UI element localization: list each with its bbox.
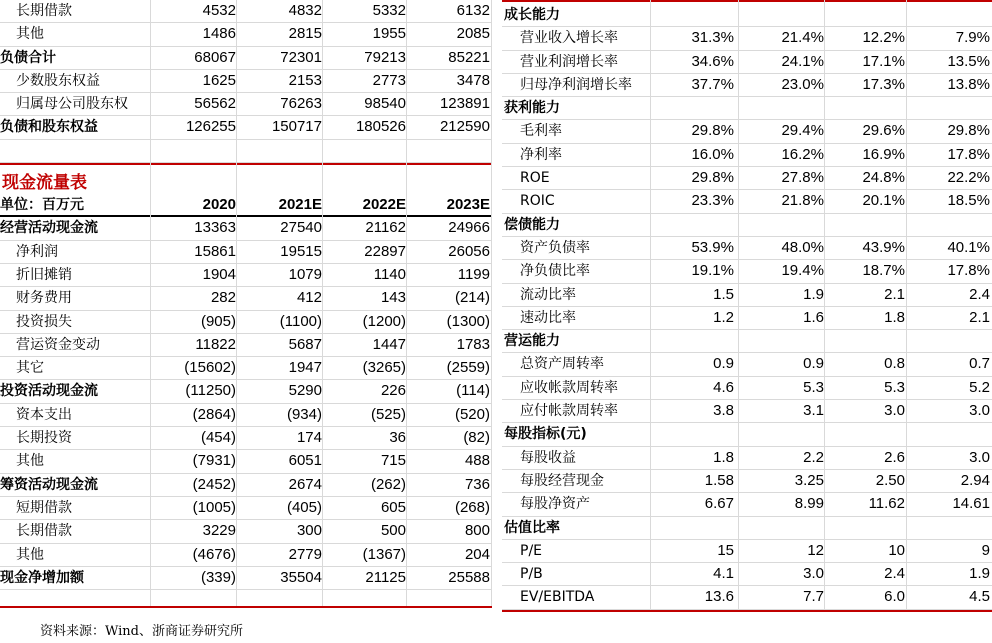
row-value: 6132: [456, 2, 490, 19]
balance-sheet-tail: [0, 0, 492, 140]
column-divider: [650, 0, 651, 610]
table-row: [502, 120, 992, 143]
row-value: 2674: [288, 475, 322, 493]
row-value: 13.6: [704, 588, 734, 606]
row-value: 123891: [439, 95, 490, 113]
table-row: [0, 404, 492, 427]
row-value: (2452): [192, 475, 236, 493]
row-label: ROE: [520, 170, 550, 187]
row-value: 85221: [448, 48, 490, 66]
table-row: [0, 334, 492, 357]
row-value: 21.8%: [781, 192, 824, 210]
row-value: 1955: [372, 25, 406, 43]
row-value: 126255: [185, 118, 236, 136]
row-value: (405): [286, 498, 322, 516]
row-value: 22.2%: [947, 169, 990, 187]
row-value: 180526: [355, 118, 406, 136]
row-value: 1.9: [803, 285, 824, 303]
ratio-rows: [502, 0, 992, 610]
row-value: 17.1%: [862, 52, 905, 70]
table-row: [0, 357, 492, 380]
table-row: [502, 447, 992, 470]
row-label: 应付帐款周转率: [520, 403, 618, 420]
row-value: 1.2: [713, 308, 734, 326]
row-value: 2.1: [969, 308, 990, 326]
row-value: 72301: [280, 48, 322, 66]
cashflow-title: 现金流量表: [2, 173, 87, 194]
row-label: 估值比率: [504, 519, 560, 536]
row-value: (1367): [362, 545, 406, 563]
row-label: 长期投资: [16, 430, 72, 447]
row-value: 24.1%: [781, 52, 824, 70]
row-value: 0.8: [884, 355, 905, 373]
table-row: [0, 380, 492, 403]
row-value: 1199: [457, 265, 490, 283]
column-divider: [906, 0, 907, 610]
row-value: 226: [380, 382, 406, 400]
row-value: 26056: [448, 242, 490, 260]
row-label: 营运资金变动: [16, 336, 100, 353]
row-value: 1947: [288, 359, 322, 377]
row-value: 6051: [288, 452, 322, 470]
row-label: 营运能力: [504, 333, 560, 350]
row-value: 6.0: [884, 588, 905, 606]
row-value: 56562: [194, 95, 236, 113]
row-label: 净利润: [16, 243, 58, 260]
row-value: 3.1: [803, 402, 824, 420]
cashflow-rows: [0, 217, 492, 590]
row-label: 归母净利润增长率: [520, 76, 632, 93]
row-value: 20.1%: [862, 192, 905, 210]
row-value: 19.4%: [781, 262, 824, 280]
table-row: [502, 517, 992, 540]
row-value: 23.0%: [781, 75, 824, 93]
row-value: 3.0: [969, 448, 990, 466]
row-value: 500: [380, 522, 406, 540]
row-value: 10: [888, 541, 905, 559]
row-value: 43.9%: [862, 238, 905, 256]
row-value: 2773: [372, 71, 406, 89]
row-label: 其它: [16, 360, 44, 377]
row-value: 1.8: [884, 308, 905, 326]
row-label: EV/EBITDA: [520, 589, 595, 606]
row-value: 6.67: [704, 495, 734, 513]
row-value: 0.7: [969, 355, 990, 373]
row-value: (1005): [192, 498, 236, 516]
row-value: 98540: [364, 95, 406, 113]
row-value: 14.61: [952, 495, 990, 513]
table-row: [0, 497, 492, 520]
table-row: [502, 330, 992, 353]
table-bottom-line: [0, 606, 492, 608]
row-value: 715: [380, 452, 406, 470]
row-value: 16.9%: [862, 145, 905, 163]
row-label: 负债合计: [0, 49, 56, 66]
row-value: 736: [464, 475, 490, 493]
column-divider: [738, 0, 739, 610]
table-row: [0, 93, 492, 116]
table-row: [502, 144, 992, 167]
row-label: 流动比率: [520, 286, 576, 303]
row-value: (1100): [279, 312, 322, 330]
row-value: (2559): [446, 359, 490, 377]
row-value: (905): [200, 312, 236, 330]
row-label: 现金净增加额: [0, 569, 84, 586]
table-row: [0, 116, 492, 139]
row-label: 偿债能力: [504, 216, 560, 233]
row-value: 1.6: [803, 308, 824, 326]
row-value: 21.4%: [781, 29, 824, 47]
row-value: (15602): [184, 359, 236, 377]
row-label: 长期借款: [16, 523, 72, 540]
row-value: 2153: [288, 71, 322, 89]
row-label: 每股经营现金: [520, 472, 604, 489]
row-value: 12: [807, 541, 824, 559]
row-value: 800: [464, 522, 490, 540]
table-row: [0, 567, 492, 590]
row-label: 总资产周转率: [520, 356, 604, 373]
column-divider: [491, 0, 492, 606]
row-value: 3.25: [794, 471, 824, 489]
right-panel: [502, 0, 992, 610]
table-row: [0, 0, 492, 23]
table-row: [0, 241, 492, 264]
row-value: 4.5: [969, 588, 990, 606]
row-value: 29.8%: [691, 169, 734, 187]
table-row: [502, 400, 992, 423]
row-value: 19.1%: [691, 262, 734, 280]
row-value: 24966: [448, 219, 490, 237]
row-value: 2815: [288, 25, 322, 43]
row-value: 3.0: [884, 402, 905, 420]
row-value: (82): [463, 429, 490, 447]
table-row: [502, 4, 992, 27]
row-value: 143: [380, 289, 406, 307]
row-value: (3265): [362, 359, 406, 377]
row-label: 其他: [16, 546, 44, 563]
table-row: [502, 586, 992, 609]
table-row: [502, 190, 992, 213]
row-value: 34.6%: [691, 52, 734, 70]
row-value: 37.7%: [691, 75, 734, 93]
row-value: (525): [370, 405, 406, 423]
row-value: 605: [380, 498, 406, 516]
row-label: 经营活动现金流: [0, 220, 98, 237]
left-panel: [0, 0, 492, 590]
row-label: 毛利率: [520, 123, 562, 140]
row-label: 应收帐款周转率: [520, 379, 618, 396]
table-row: [0, 474, 492, 497]
row-value: 5.3: [884, 378, 905, 396]
row-value: 11822: [195, 335, 236, 353]
row-value: 3229: [202, 522, 236, 540]
row-label: 筹资活动现金流: [0, 476, 98, 493]
row-value: 488: [464, 452, 490, 470]
unit-label: 单位：百万元: [0, 197, 84, 214]
row-value: 16.2%: [781, 145, 824, 163]
row-value: 1.5: [713, 285, 734, 303]
row-value: (339): [200, 568, 236, 586]
row-value: 9: [981, 541, 990, 559]
row-value: 150717: [271, 118, 322, 136]
table-row: [502, 74, 992, 97]
row-value: 3478: [456, 71, 490, 89]
row-value: 5.3: [803, 378, 824, 396]
row-value: 2779: [288, 545, 322, 563]
row-value: 17.8%: [947, 262, 990, 280]
row-value: 15: [717, 541, 734, 559]
section-divider: [0, 163, 492, 165]
row-label: 少数股东权益: [16, 72, 100, 89]
row-value: 29.8%: [947, 122, 990, 140]
row-label: 投资活动现金流: [0, 383, 98, 400]
row-value: 12.2%: [862, 29, 905, 47]
row-value: 13.8%: [947, 75, 990, 93]
row-value: 3.0: [969, 402, 990, 420]
row-value: (262): [370, 475, 406, 493]
table-row: [0, 520, 492, 543]
column-divider: [406, 0, 407, 606]
row-value: 25588: [448, 568, 490, 586]
row-value: 1783: [456, 335, 490, 353]
row-value: 5687: [288, 335, 322, 353]
row-value: 24.8%: [862, 169, 905, 187]
row-value: 7.7: [803, 588, 824, 606]
table-row: [502, 423, 992, 446]
row-label: 其他: [16, 26, 44, 43]
row-label: 归属母公司股东权: [16, 96, 128, 113]
cashflow-title-row: [0, 163, 492, 194]
row-value: 29.6%: [862, 122, 905, 140]
row-value: 23.3%: [691, 192, 734, 210]
row-value: 8.99: [794, 495, 824, 513]
row-label: 每股收益: [520, 449, 576, 466]
table-row: [502, 27, 992, 50]
table-row: [502, 51, 992, 74]
row-value: 0.9: [803, 355, 824, 373]
row-value: (2864): [192, 405, 236, 423]
row-value: 17.8%: [947, 145, 990, 163]
year-header: 2023E: [446, 196, 490, 214]
row-value: 1904: [202, 265, 236, 283]
row-value: (934): [286, 405, 322, 423]
row-value: 1486: [202, 25, 236, 43]
row-label: 负债和股东权益: [0, 119, 98, 136]
row-value: 1.58: [704, 471, 734, 489]
row-value: 13.5%: [947, 52, 990, 70]
column-divider: [824, 0, 825, 610]
row-value: 282: [210, 289, 236, 307]
table-row: [0, 450, 492, 473]
row-value: 7.9%: [955, 29, 990, 47]
row-value: 76263: [280, 95, 322, 113]
row-value: 16.0%: [691, 145, 734, 163]
table-row: [502, 167, 992, 190]
table-row: [502, 260, 992, 283]
row-value: 22897: [364, 242, 406, 260]
row-value: 2085: [456, 25, 490, 43]
row-value: 27540: [280, 219, 322, 237]
row-value: 19515: [280, 242, 322, 260]
row-value: 48.0%: [781, 238, 824, 256]
column-divider: [236, 0, 237, 606]
table-row: [502, 540, 992, 563]
row-label: P/E: [520, 542, 543, 559]
top-divider: [502, 0, 992, 2]
row-label: 成长能力: [504, 7, 560, 23]
cashflow-header-row: [0, 194, 492, 217]
row-value: 5290: [288, 382, 322, 400]
row-label: ROIC: [520, 193, 555, 210]
row-value: 2.4: [884, 565, 905, 583]
row-value: 29.8%: [691, 122, 734, 140]
row-value: 17.3%: [862, 75, 905, 93]
row-value: 4.6: [713, 378, 734, 396]
row-label: P/B: [520, 566, 543, 583]
row-value: (7931): [192, 452, 236, 470]
row-label: 每股净资产: [520, 496, 590, 513]
row-label: 营业利润增长率: [520, 53, 618, 70]
table-row: [0, 47, 492, 70]
row-value: 79213: [364, 48, 406, 66]
row-label: 折旧摊销: [16, 266, 72, 283]
column-divider: [150, 0, 151, 606]
table-row: [0, 287, 492, 310]
table-row: [502, 563, 992, 586]
table-row: [0, 544, 492, 567]
row-value: 2.6: [884, 448, 905, 466]
row-label: 资本支出: [16, 406, 72, 423]
table-row: [502, 237, 992, 260]
table-bottom-line: [502, 610, 992, 612]
table-row: [502, 97, 992, 120]
row-value: 2.4: [969, 285, 990, 303]
row-value: 31.3%: [691, 29, 734, 47]
table-row: [0, 427, 492, 450]
row-value: 1.8: [713, 448, 734, 466]
row-value: (214): [454, 289, 490, 307]
row-value: 40.1%: [947, 238, 990, 256]
row-label: 其他: [16, 453, 44, 470]
row-value: 1079: [288, 265, 322, 283]
row-label: 短期借款: [16, 499, 72, 516]
row-value: 29.4%: [781, 122, 824, 140]
row-value: 4.1: [713, 565, 734, 583]
table-row: [0, 23, 492, 46]
source-note: 资料来源：Wind、浙商证券研究所: [40, 624, 243, 639]
row-value: 5332: [372, 2, 406, 19]
table-row: [502, 493, 992, 516]
row-value: 2.94: [960, 471, 990, 489]
row-value: 35504: [280, 568, 322, 586]
row-label: 财务费用: [16, 290, 72, 307]
row-value: 212590: [439, 118, 490, 136]
table-row: [502, 470, 992, 493]
table-row: [0, 70, 492, 93]
row-value: 68067: [194, 48, 236, 66]
row-value: 1447: [372, 335, 406, 353]
table-row: [502, 284, 992, 307]
row-value: 11.62: [868, 495, 905, 513]
row-value: (114): [456, 382, 490, 400]
row-label: 资产负债率: [520, 239, 590, 256]
row-value: 1140: [373, 265, 406, 283]
row-value: 2.2: [803, 448, 824, 466]
row-value: 3.0: [803, 565, 824, 583]
row-value: 300: [296, 522, 322, 540]
row-value: 4532: [202, 2, 236, 19]
table-row: [0, 264, 492, 287]
row-value: (520): [454, 405, 490, 423]
row-value: 15861: [194, 242, 236, 260]
row-value: 3.8: [713, 402, 734, 420]
row-value: 2.1: [884, 285, 905, 303]
table-row: [502, 214, 992, 237]
row-value: (1200): [362, 312, 406, 330]
row-value: 1625: [202, 71, 236, 89]
row-value: 4832: [288, 2, 322, 19]
row-value: (454): [200, 429, 236, 447]
table-row: [0, 311, 492, 334]
year-header: 2020: [202, 196, 236, 214]
row-label: 长期借款: [16, 3, 72, 19]
row-value: 1.9: [969, 565, 990, 583]
row-value: 36: [389, 429, 406, 447]
row-label: 获利能力: [504, 100, 560, 117]
table-row: [502, 377, 992, 400]
row-value: 5.2: [969, 378, 990, 396]
row-value: (1300): [446, 312, 490, 330]
row-value: 21125: [365, 568, 406, 586]
row-value: 21162: [365, 219, 406, 237]
table-row: [502, 307, 992, 330]
row-value: (4676): [192, 545, 236, 563]
row-value: 2.50: [875, 471, 905, 489]
row-value: (268): [454, 498, 490, 516]
row-value: 53.9%: [691, 238, 734, 256]
row-label: 营业收入增长率: [520, 30, 618, 47]
row-value: 27.8%: [781, 169, 824, 187]
row-label: 速动比率: [520, 309, 576, 326]
table-row: [0, 217, 492, 240]
row-value: (11250): [185, 382, 236, 400]
row-label: 净利率: [520, 146, 562, 163]
blank-row: [0, 140, 492, 163]
row-value: 412: [296, 289, 322, 307]
row-value: 174: [296, 429, 322, 447]
row-value: 204: [464, 545, 490, 563]
row-label: 净负债比率: [520, 263, 590, 280]
row-value: 0.9: [713, 355, 734, 373]
year-header: 2021E: [278, 196, 322, 214]
row-label: 每股指标(元): [504, 426, 587, 443]
column-divider: [322, 0, 323, 606]
row-value: 13363: [194, 219, 236, 237]
year-header: 2022E: [362, 196, 406, 214]
row-value: 18.7%: [862, 262, 905, 280]
row-value: 18.5%: [947, 192, 990, 210]
row-label: 投资损失: [16, 313, 72, 330]
table-row: [502, 353, 992, 376]
